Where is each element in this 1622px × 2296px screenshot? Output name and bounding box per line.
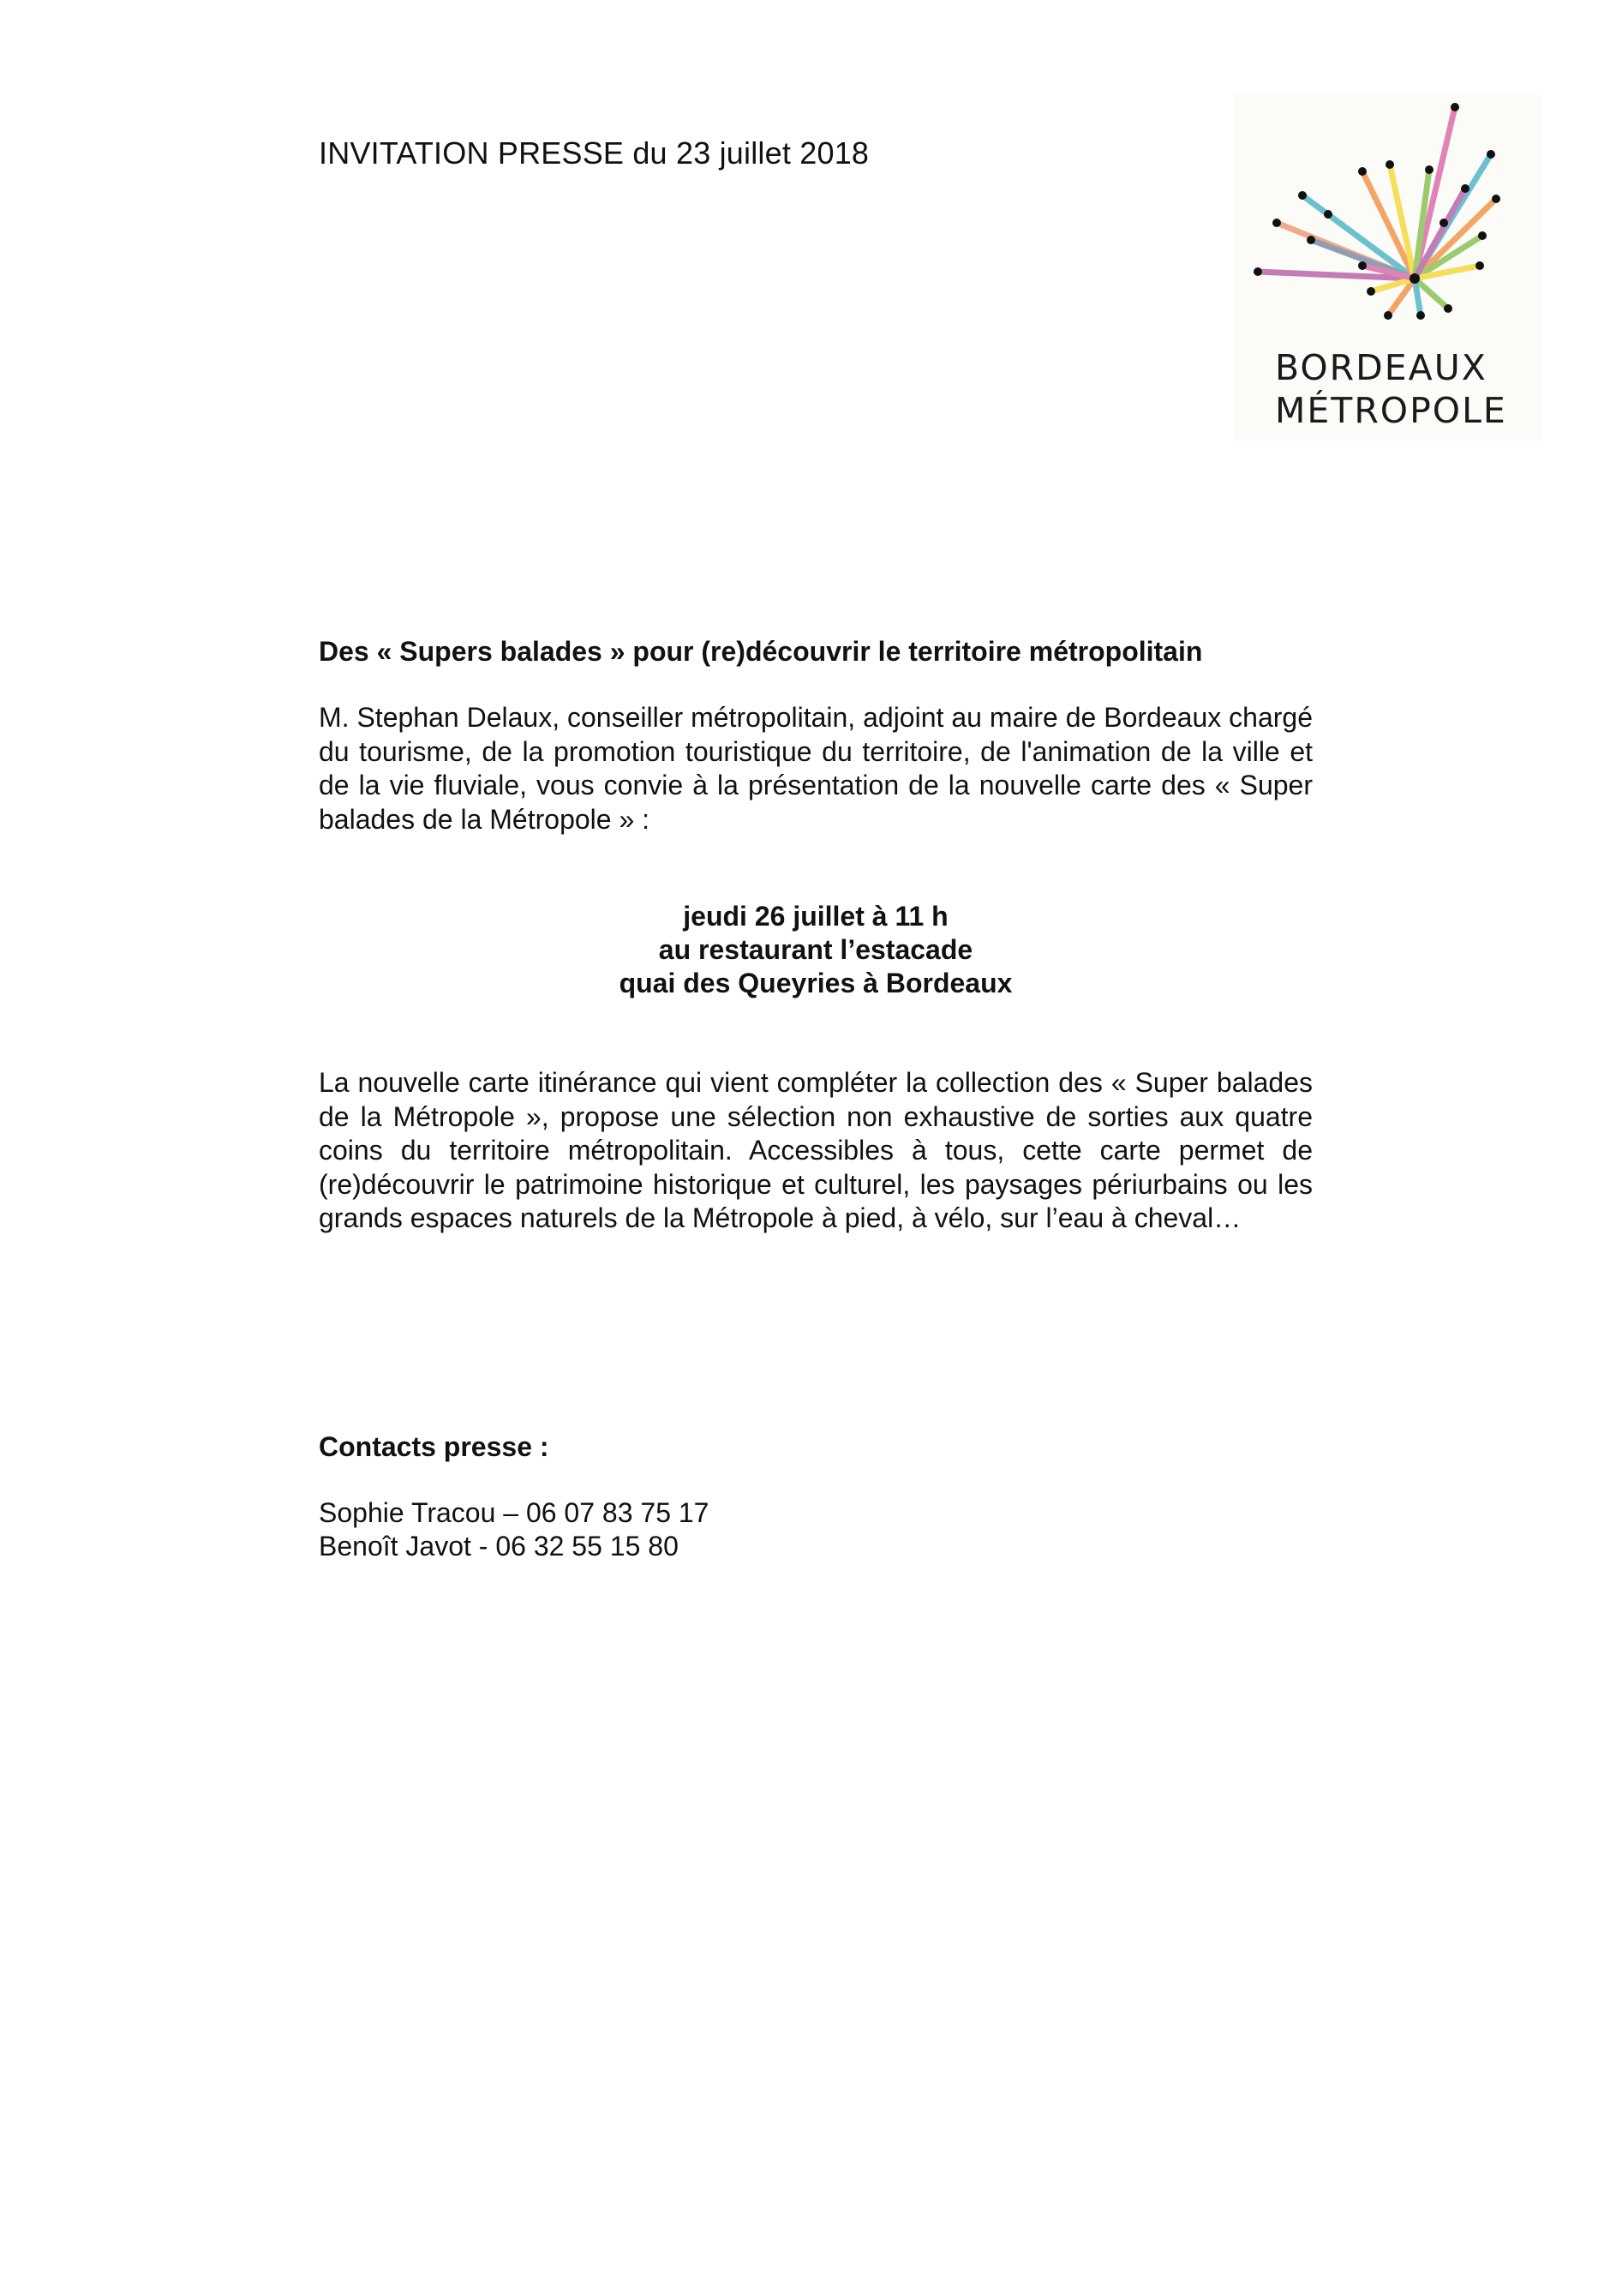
document-title: INVITATION PRESSE du 23 juillet 2018 [319,135,870,171]
event-date: jeudi 26 juillet à 11 h [683,901,949,932]
bordeaux-metropole-logo [1234,94,1542,441]
contacts-heading: Contacts presse : [319,1431,549,1462]
contact-item: Benoît Javot - 06 32 55 15 80 [319,1531,679,1562]
contacts-list [319,1496,709,1563]
logo-text-bordeaux: BORDEAUX [1275,347,1487,388]
starburst-logo-icon [1234,94,1542,343]
description-paragraph: La nouvelle carte itinérance qui vient compléter la collection des « Super balades de la Métropole », propose une sélection non exhaustive de sorties aux quatre coins du territoire métropolitain. Accessibles à tous, cette carte permet de (re)découvrir le patrimoine historique et culturel, les paysages périurbains ou les grands espaces naturels de la Métropole à pied, à vélo, sur l’eau à cheval… [319,1067,1313,1233]
event-details [319,900,1313,1000]
event-venue: au restaurant l’estacade [658,934,973,965]
contact-item: Sophie Tracou – 06 07 83 75 17 [319,1497,709,1528]
logo-text-metropole: MÉTROPOLE [1275,390,1507,431]
subject-heading: Des « Supers balades » pour (re)découvrir le territoire métropolitain [319,636,1203,667]
intro-paragraph: M. Stephan Delaux, conseiller métropolitain, adjoint au maire de Bordeaux chargé du tourisme, de la promotion touristique du territoire, de l'animation de la ville et de la vie fluviale, vous convie à la présentation de la nouvelle carte des « Super balades de la Métropole » : [319,702,1313,835]
event-address: quai des Queyries à Bordeaux [619,968,1013,998]
